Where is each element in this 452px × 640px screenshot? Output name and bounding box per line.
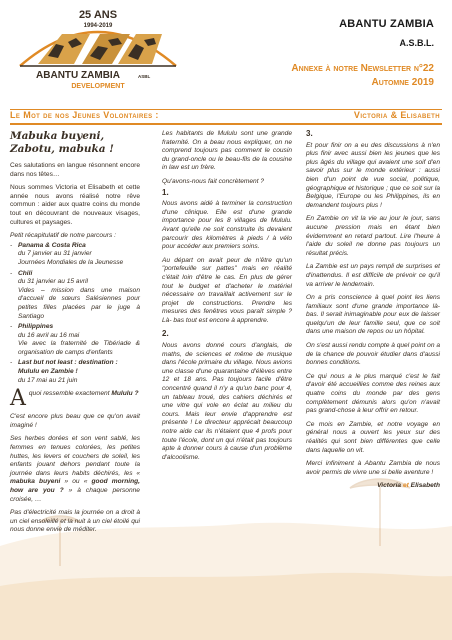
signature-and: et [402,482,409,490]
note: Vie avec la fraternité de Tibériade & organisation de camps d'enfants [18,340,140,356]
point-number: 1. [162,187,169,197]
greeting-headline [10,130,140,156]
logo-asbl: ASBL [138,74,151,79]
dropcap-bold: Mululu ? [111,390,139,398]
article-column-2 [162,130,292,467]
paragraph: Et pour finir on a eu des discussions à n'en plus finir avec aussi bien les jeunes que les plus âgés du village qui avaient une soif d'en savoir plus sur le monde extérieur : aussi bien d'un point de vue social, politique, géographique et historique ; que ce soit sur la Belgique, l'Europe ou les Philippines, ils en demandent toujours plus ! [306,141,440,209]
article-column-3 [306,130,440,496]
text-run-bold: mabuka buyeni [10,478,61,486]
paragraph: Ces salutations en langue résonnent encore dans nos têtes… [10,162,140,178]
paragraph: Merci infiniment à Abantu Zambia de nous avoir permis de vivre une si belle aventure ! [306,460,440,476]
logo-years: 1994-2019 [83,23,113,29]
place: Chili [18,269,33,277]
section-title: Le Mot de nos Jeunes Volontaires : [10,110,159,120]
paragraph: Nous avons donné cours d'anglais, de maths, de sciences et même de musique dans l'école primaire du village. Nous avions une classe d'une quarantaine d'élèves entre 12 et 18 ans. Pas toujours facile d'être concentré quand il n'y a qu'un banc pour 4, un tableau troué, des cahiers déchirés et une vitre qui vole en éclat au milieu du cours. Mais leur envie d'apprendre est présente ! Le directeur apprécait beaucoup notre aide car ils n'étaient que 4 profs pour toute l'école, dont un qui n'était pas toujours apte à donner cours à cause d'un problème d'alcoolisme. [162,342,292,461]
dropcap-text: quoi ressemble exactement [28,390,110,398]
annex-line-2: Automne 2019 [371,77,434,88]
annex-line-1: Annexe à notre Newsletter n°22 [291,63,434,74]
paragraph: Nous avons aidé à terminer la construction d'une clinique. Elle est d'une grande importance pour les 8 villages de Mululu. Avant qu'elle ne soit construite ils devaient parcourir des kilomètres à pieds / à vélo pour accéder aux premiers soins. [162,200,292,251]
org-name: ABANTU ZAMBIA [339,18,434,30]
signature [306,482,440,491]
list-item [10,359,140,385]
text-run: Ses herbes dorées et son vent sablé, les femmes en tenues colorées, les petites huttes, les levers et couchers de soleil, les enfants jouant dehors pendant toute la journée dans leurs habits déchirés, les « [10,435,140,477]
section-rule-bottom [10,123,442,125]
list-item [10,242,140,268]
recap-title: Petit récapitulatif de notre parcours : [10,232,116,240]
paragraph: C'est encore plus beau que ce qu'on avait imaginé ! [10,413,140,429]
paragraph: On s'est aussi rendu compte à quel point on a de la chance de pouvoir étudier dans d'aussi bonnes conditions. [306,342,440,367]
list-item [10,270,140,322]
logo-tagline: DEVELOPMENT [71,83,125,90]
point-number: 3. [306,129,313,138]
dates: du 16 avril au 16 mai [18,331,80,339]
section-authors: Victoria & Elisabeth [353,110,440,120]
org-legal: A.S.B.L. [399,38,434,48]
org-header [339,18,434,48]
text-run: » ou « [64,478,88,486]
annex-title [291,62,434,90]
article-column-1 [10,130,140,540]
list-item [10,323,140,357]
itinerary-list [10,242,140,386]
destination: Mululu en Zambie ! [18,368,78,376]
logo-anniversary: 25 ANS [78,9,118,21]
place: Last but not least : destination : [18,359,118,367]
abantu-zambia-logo [12,4,184,102]
text-run: » à chaque personne croisée, … [10,487,140,503]
dates: du 31 janvier au 15 avril [18,278,89,286]
place: Panama & Costa Rica [18,241,86,249]
paragraph: Ce mois en Zambie, et notre voyage en général nous a ouvert les yeux sur des réalités qui sont bien différentes que celle dans laquelle on vit. [306,420,440,454]
dates: du 7 janvier au 31 janvier [18,250,92,258]
paragraph: On a pris conscience à quel point les liens familiaux sont d'une grande importance là-bas. Il serait inimaginable pour eux de laisser quelqu'un de leur famille seul, que ce soit dans une maison de repos ou un hôpital. [306,294,440,336]
paragraph: Ce qui nous a le plus marqué c'est le fait d'avoir été accueillies comme des reines aux quatre coins du monde par des gens complètement démunis alors qu'on n'avait pas grand-chose à leur offrir en retour. [306,372,440,415]
dropcap-paragraph [10,386,140,412]
text-run-bold: good morning, how are you ? [10,478,140,494]
signature-name: Victoria [377,482,402,490]
signature-name: Elisabeth [410,482,440,490]
paragraph [10,435,140,504]
paragraph: Pas d'électricité mais la journée on a droit à un ciel ensoleillé et la nuit à un ciel étoilé qui nous donne envie de méditer. [10,509,140,534]
logo-org: ABANTU ZAMBIA [36,70,120,81]
greeting-line-1: Mabuka buyeni, [10,130,105,142]
point-number: 2. [162,329,169,339]
place: Philippines [18,323,54,331]
greeting-line-2: Zabotu, mabuka ! [10,143,114,155]
paragraph: La Zambie est un pays rempli de surprises et d'inattendus. Il est difficile de prévoir ce qu'il va arriver le lendemain. [306,263,440,288]
paragraph: Les habitants de Mululu sont une grande fraternité. On a beau nous expliquer, on ne comprend toujours pas comment le cousin du grand-oncle ou le beau-fils de la cousine in law est un frère. [162,130,292,172]
paragraph: Au départ on avait peur de n'être qu'un "portefeuille sur pattes" mais en réalité c'était loin d'être le cas. En plus de gérer tout le budget et d'acheter le matériel nécessaire on travaillait activement sur le projet de constructions. Prendre les mesures des fenêtres vous paraît simple ? Là- bas tout est encore à apprendre. [162,256,292,324]
question: Qu'avons-nous fait concrètement ? [162,177,265,185]
note: Journées Mondiales de la Jeunesse [18,258,124,266]
note: Vides – mission dans une maison d'accueil de sœurs Salésiennes pour petites filles placées par le juge à Santiago [18,286,140,320]
dropcap-letter: A [10,386,26,412]
paragraph: Nous sommes Victoria et Elisabeth et cette année nous avons réalisé notre rêve commun : aider aux quatre coins du monde tout en découvrant de nouveaux visages, cultures et paysages. [10,184,140,226]
paragraph: En Zambie on vit la vie au jour le jour, sans aucune pression mais en étant bien évidemment en retard partout. Lire l'heure à l'aide du soleil ne donne pas toujours un résultat précis. [306,215,440,257]
dates: du 17 mai au 21 juin [18,376,78,384]
